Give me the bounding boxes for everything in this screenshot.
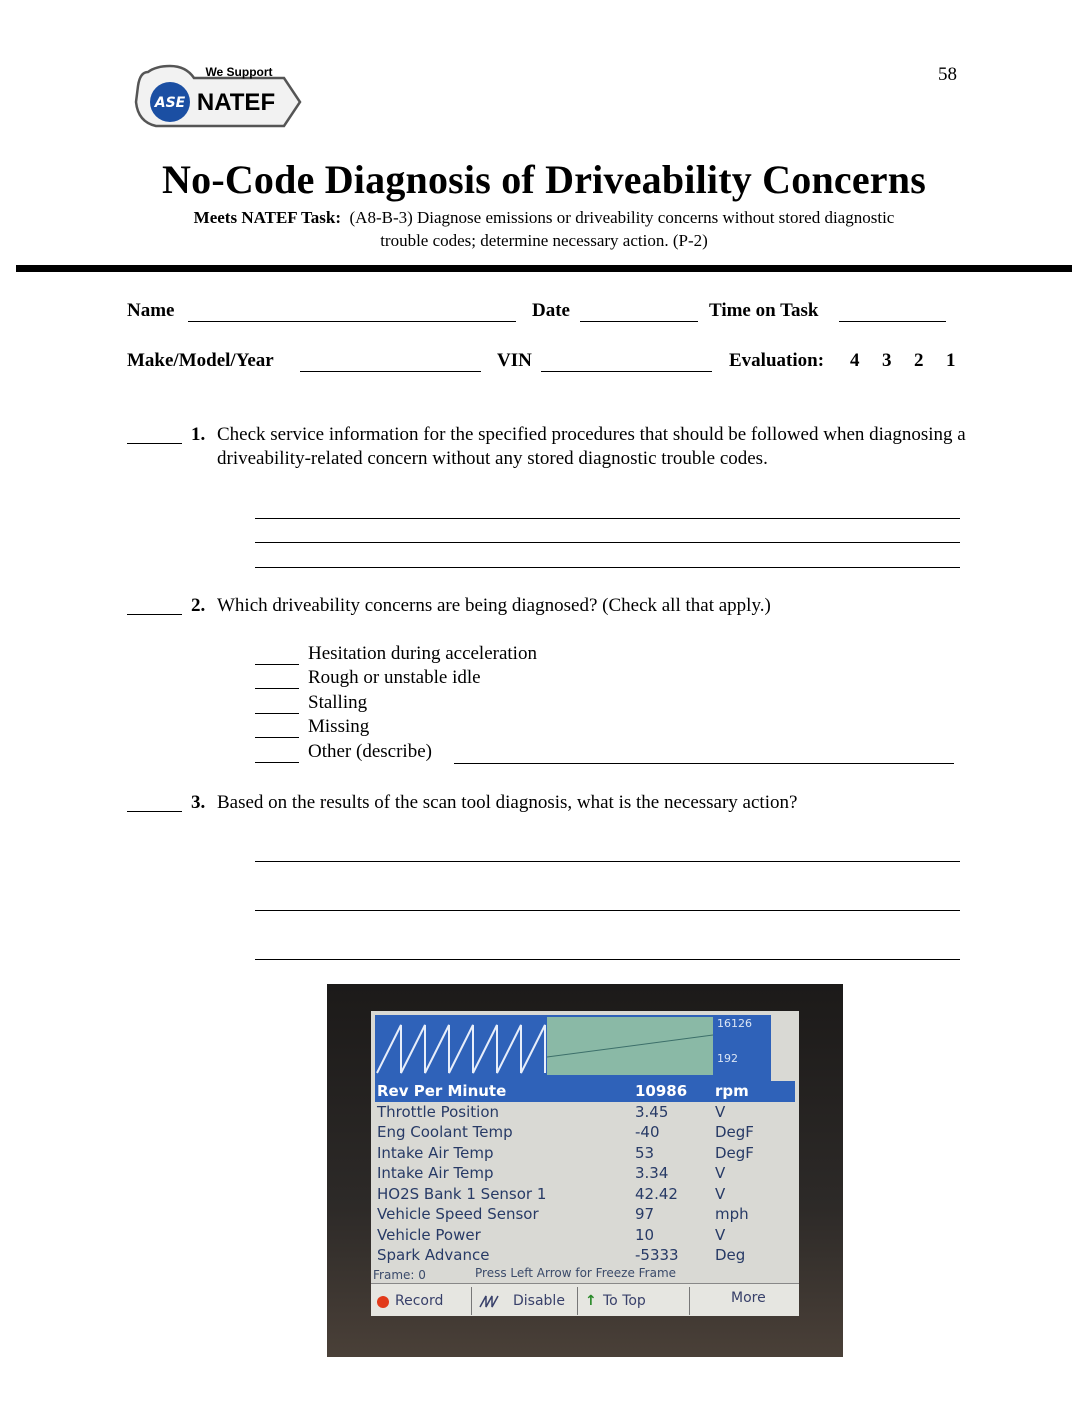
- button-separator: [689, 1287, 690, 1315]
- pid-value: 53: [635, 1143, 655, 1162]
- svg-text:ASE: ASE: [154, 95, 186, 111]
- pid-row[interactable]: [375, 1143, 795, 1164]
- question-2-number: 2.: [191, 595, 206, 616]
- pid-unit: rpm: [715, 1082, 749, 1100]
- status-bar: [371, 1267, 799, 1283]
- pid-row[interactable]: [375, 1225, 795, 1246]
- pid-value: 42.42: [635, 1184, 678, 1203]
- waveform-graph: [375, 1015, 771, 1081]
- question-3-number: 3.: [191, 792, 206, 813]
- question-3-text: Based on the results of the scan tool diagnosis, what is the necessary action?: [217, 792, 798, 813]
- option-checkbox[interactable]: [255, 646, 299, 665]
- option-hesitation: [255, 643, 537, 665]
- button-separator: [577, 1287, 578, 1315]
- option-label: Rough or unstable idle: [308, 667, 481, 688]
- vin-label: VIN: [497, 350, 532, 371]
- task-label: Meets NATEF Task:: [193, 208, 341, 227]
- make-model-year-label: Make/Model/Year: [127, 350, 274, 371]
- evaluation-score-2[interactable]: 2: [914, 350, 924, 371]
- option-stalling: [255, 692, 368, 714]
- question-1: [127, 423, 987, 473]
- pid-unit: Deg: [715, 1246, 746, 1264]
- to-top-button[interactable]: [581, 1284, 685, 1316]
- evaluation-label: Evaluation:: [729, 350, 825, 371]
- scan-tool-photo: [327, 984, 843, 1357]
- task-description: [0, 206, 1088, 252]
- question-3-check-blank[interactable]: [127, 791, 182, 812]
- more-button[interactable]: [693, 1284, 797, 1316]
- pid-name: Vehicle Power: [377, 1225, 481, 1244]
- pid-unit: DegF: [715, 1143, 754, 1162]
- question-3-answer-line[interactable]: [255, 910, 960, 911]
- waveform-icon: [479, 1292, 503, 1310]
- waveform-trend-area: [547, 1017, 713, 1075]
- question-2-check-blank[interactable]: [127, 594, 182, 615]
- time-on-task-label: Time on Task: [709, 300, 819, 321]
- pid-unit: V: [715, 1225, 726, 1244]
- question-2: [127, 594, 987, 620]
- to-top-button-label: To Top: [603, 1293, 646, 1309]
- question-3-answer-line[interactable]: [255, 861, 960, 862]
- option-other: [255, 741, 432, 763]
- pid-unit: V: [715, 1102, 726, 1121]
- time-on-task-field[interactable]: [839, 321, 946, 322]
- question-3-answer-line[interactable]: [255, 959, 960, 960]
- pid-value: 97: [635, 1205, 655, 1223]
- pid-name: Eng Coolant Temp: [377, 1123, 513, 1141]
- record-button[interactable]: [371, 1284, 467, 1316]
- question-1-answer-line[interactable]: [255, 518, 960, 519]
- pid-name: Intake Air Temp: [377, 1143, 494, 1162]
- option-checkbox[interactable]: [255, 695, 299, 714]
- name-label: Name: [127, 300, 175, 321]
- pid-name: Rev Per Minute: [377, 1082, 507, 1100]
- pid-row[interactable]: [375, 1102, 795, 1123]
- date-field[interactable]: [580, 321, 698, 322]
- question-2-text: Which driveability concerns are being diagnosed? (Check all that apply.): [217, 595, 771, 616]
- option-label: Stalling: [308, 692, 368, 713]
- option-missing: [255, 716, 370, 738]
- pid-list: [375, 1081, 795, 1266]
- pid-unit: V: [715, 1164, 726, 1182]
- pid-row[interactable]: [375, 1245, 795, 1266]
- pid-value: 10: [635, 1225, 655, 1244]
- other-describe-field[interactable]: [454, 763, 954, 764]
- pid-row[interactable]: [375, 1204, 795, 1225]
- graph-scale-min: 192: [717, 1052, 738, 1065]
- evaluation-score-3[interactable]: 3: [882, 350, 892, 371]
- question-1-text: Check service information for the specified procedures that should be followed when diagnosing a driveability-related concern without any stored diagnostic trouble codes.: [217, 424, 966, 469]
- evaluation-score-4[interactable]: 4: [850, 350, 860, 371]
- button-separator: [471, 1287, 472, 1315]
- scan-tool-button-bar: [371, 1283, 799, 1316]
- pid-row[interactable]: [375, 1081, 795, 1102]
- pid-name: Spark Advance: [377, 1246, 490, 1264]
- question-1-check-blank[interactable]: [127, 423, 182, 444]
- pid-value: -5333: [635, 1246, 679, 1264]
- question-1-answer-line[interactable]: [255, 542, 960, 543]
- make-model-year-field[interactable]: [300, 371, 481, 372]
- pid-row[interactable]: [375, 1163, 795, 1184]
- question-1-answer-line[interactable]: [255, 567, 960, 568]
- question-1-number: 1.: [191, 424, 206, 445]
- frame-counter: Frame: 0: [373, 1268, 426, 1282]
- freeze-frame-hint: Press Left Arrow for Freeze Frame: [475, 1266, 677, 1280]
- pid-value: -40: [635, 1123, 660, 1141]
- option-checkbox[interactable]: [255, 670, 299, 689]
- pid-unit: DegF: [715, 1123, 754, 1141]
- natef-logo: [134, 62, 304, 134]
- option-checkbox[interactable]: [255, 719, 299, 738]
- option-label: Hesitation during acceleration: [308, 643, 537, 664]
- task-line-2: trouble codes; determine necessary action. (P-2): [380, 231, 708, 250]
- pid-unit: V: [715, 1184, 726, 1203]
- pid-name: Vehicle Speed Sensor: [377, 1205, 539, 1223]
- task-line-1: (A8-B-3) Diagnose emissions or driveability concerns without stored diagnostic: [349, 208, 895, 227]
- scan-tool-screen: [371, 1011, 799, 1316]
- pid-value: 3.34: [635, 1164, 669, 1182]
- name-field[interactable]: [188, 321, 516, 322]
- pid-name: Throttle Position: [377, 1102, 500, 1121]
- pid-name: Intake Air Temp: [377, 1164, 494, 1182]
- record-icon: [377, 1296, 389, 1308]
- header-divider: [16, 265, 1072, 272]
- page-number: 58: [938, 64, 957, 85]
- disable-button-label: Disable: [513, 1293, 565, 1309]
- pid-value: 10986: [635, 1082, 688, 1100]
- graph-scale-max: 16126: [717, 1017, 752, 1030]
- option-checkbox[interactable]: [255, 744, 299, 763]
- pid-row[interactable]: [375, 1184, 795, 1205]
- pid-row[interactable]: [375, 1122, 795, 1143]
- disable-button[interactable]: [475, 1284, 573, 1316]
- svg-text:We Support: We Support: [205, 65, 273, 79]
- question-3: [127, 791, 987, 817]
- vin-field[interactable]: [541, 371, 712, 372]
- evaluation-score-1[interactable]: 1: [946, 350, 956, 371]
- pid-value: 3.45: [635, 1102, 669, 1121]
- option-label: Missing: [308, 716, 370, 737]
- option-label: Other (describe): [308, 741, 432, 762]
- more-button-label: More: [731, 1290, 766, 1306]
- option-rough-idle: [255, 667, 481, 689]
- pid-name: HO2S Bank 1 Sensor 1: [377, 1184, 547, 1203]
- page-title: No-Code Diagnosis of Driveability Concerns: [162, 157, 926, 202]
- date-label: Date: [532, 300, 570, 321]
- record-button-label: Record: [395, 1293, 444, 1309]
- up-arrow-icon: ↑: [585, 1293, 597, 1309]
- pid-unit: mph: [715, 1205, 749, 1223]
- svg-text:NATEF: NATEF: [196, 89, 276, 116]
